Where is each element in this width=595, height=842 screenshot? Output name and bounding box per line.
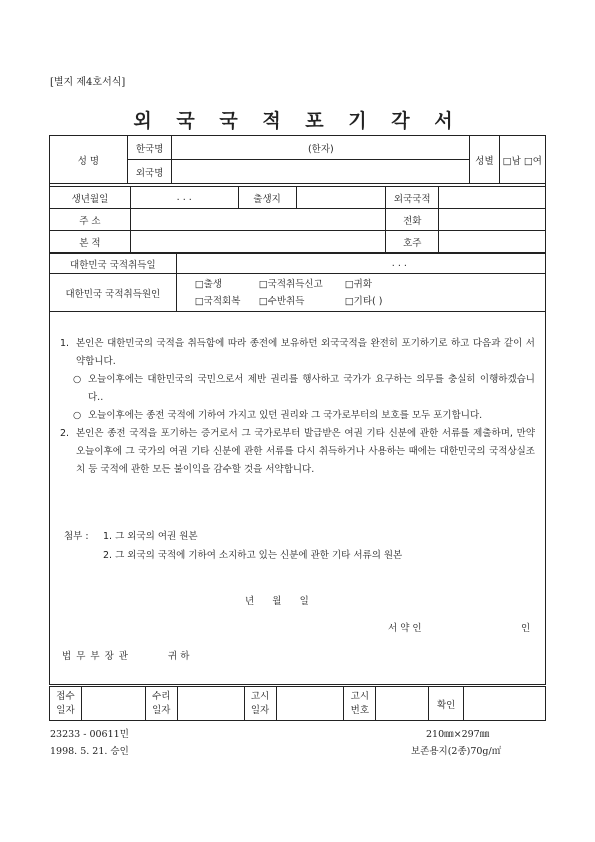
acquisition-date-field[interactable]: . . . [176, 254, 545, 274]
recipient: 법 무 부 장 관 [62, 651, 129, 662]
sex-label: 성별 [470, 136, 499, 184]
reason-restoration-checkbox[interactable]: □국적회복 [194, 295, 241, 307]
acquisition-reason-options [176, 274, 545, 312]
address-label: 주 소 [50, 209, 131, 231]
phone-label: 전화 [386, 209, 439, 231]
birth-place-label: 출생지 [238, 187, 296, 209]
pledger-label: 서 약 인 [388, 623, 422, 634]
confirm-field[interactable] [464, 687, 546, 721]
sex-options [499, 136, 545, 184]
acquisition-table [49, 253, 546, 312]
reason-report-checkbox[interactable]: □국적취득신고 [258, 278, 323, 290]
pledge-item-2 [60, 425, 535, 479]
form-title: 외 국 국 적 포 기 각 서 [133, 110, 462, 132]
date-line: 년 월 일 [245, 596, 309, 607]
form-code: 23233 - 00611민 [50, 729, 129, 740]
attachment-2: 2. 그 외국의 국적에 기하여 소지하고 있는 신분에 관한 기타 서류의 원본 [103, 550, 403, 561]
birth-place-field[interactable] [296, 187, 386, 209]
receipt-date-label: 접수 일자 [50, 687, 82, 721]
notice-date-field[interactable] [276, 687, 344, 721]
acceptance-date-field[interactable] [177, 687, 244, 721]
birth-date-label: 생년월일 [50, 187, 131, 209]
foreign-nationality-field[interactable] [439, 187, 546, 209]
reason-other-checkbox[interactable]: □기타( ) [344, 295, 383, 307]
domicile-label: 본 적 [50, 231, 131, 253]
honorific: 귀 하 [168, 651, 190, 662]
pledge-text-2: 본인은 종전 국적을 포기하는 증거로서 그 국가로부터 발급받은 여권 기타 신분에 관한 서류를 제출하며, 만약 오늘이후에 그 국가의 여권 기타 신분에 관한 서류를 다시 취득하거나 사용하는 때에는 대한민국의 국적상실조치 등 국적에 관한 모든 불이익을 감수할 것을 서약합니다. [76, 428, 535, 475]
foreign-nationality-label: 외국국적 [386, 187, 439, 209]
office-use-table [49, 686, 546, 721]
paper-size: 210㎜×297㎜ [426, 729, 490, 740]
acquisition-reason-label: 대한민국 국적취득원인 [50, 274, 177, 312]
acquisition-date-label: 대한민국 국적취득일 [50, 254, 177, 274]
item-number: 2. [60, 428, 70, 439]
address-field[interactable] [130, 209, 385, 231]
pledge-item-1 [60, 335, 535, 371]
domicile-field[interactable] [130, 231, 385, 253]
circle-bullet-icon: ○ [73, 374, 82, 385]
attachment-label: 첨부 : [64, 531, 89, 542]
pledge-sub-text-1: 오늘이후에는 대한민국의 국민으로서 제반 권리를 행사하고 국가가 요구하는 의무를 충실히 이행하겠습니다.. [88, 374, 535, 403]
reason-naturalization-checkbox[interactable]: □귀화 [344, 278, 373, 290]
item-number: 1. [60, 338, 70, 349]
personal-table [49, 186, 546, 253]
circle-bullet-icon: ○ [73, 410, 82, 421]
household-head-label: 호주 [386, 231, 439, 253]
reason-birth-checkbox[interactable]: □출생 [194, 278, 223, 290]
korean-name-label: 한국명 [127, 136, 172, 160]
confirm-label: 확인 [429, 687, 464, 721]
sex-female-checkbox[interactable]: □여 [523, 155, 542, 167]
phone-field[interactable] [439, 209, 546, 231]
household-head-field[interactable] [439, 231, 546, 253]
foreign-name-label: 외국명 [127, 160, 172, 184]
sex-male-checkbox[interactable]: □남 [502, 155, 521, 167]
notice-date-label: 고시 일자 [244, 687, 276, 721]
name-table [49, 135, 546, 184]
paper-spec: 보존용지(2종)70g/㎡ [411, 746, 502, 757]
attachment-1: 1. 그 외국의 여권 원본 [103, 531, 198, 542]
pledge-body [60, 335, 535, 479]
pledge-text-1: 본인은 대한민국의 국적을 취득함에 따라 종전에 보유하던 외국국적을 완전히 포기하기로 하고 다음과 같이 서약합니다. [76, 338, 535, 367]
notice-number-label: 고시 번호 [344, 687, 376, 721]
approval-date: 1998. 5. 21. 승인 [50, 746, 129, 757]
hanja-note: (한자) [307, 143, 334, 155]
form-number: [별지 제4호서식] [50, 77, 126, 88]
reason-accompanying-checkbox[interactable]: □수반취득 [258, 295, 305, 307]
seal-mark: 인 [521, 623, 531, 634]
pledge-sub-text-2: 오늘이후에는 종전 국적에 기하여 가지고 있던 권리와 그 국가로부터의 보호를 모두 포기합니다. [88, 410, 483, 421]
pledge-sub-1 [60, 371, 535, 407]
receipt-date-field[interactable] [81, 687, 145, 721]
name-label: 성 명 [50, 136, 128, 184]
pledge-sub-2 [60, 407, 535, 425]
foreign-name-field[interactable] [172, 160, 470, 184]
notice-number-field[interactable] [376, 687, 429, 721]
korean-name-field[interactable] [172, 136, 470, 160]
acceptance-date-label: 수리 일자 [145, 687, 177, 721]
birth-date-field[interactable]: . . . [130, 187, 238, 209]
